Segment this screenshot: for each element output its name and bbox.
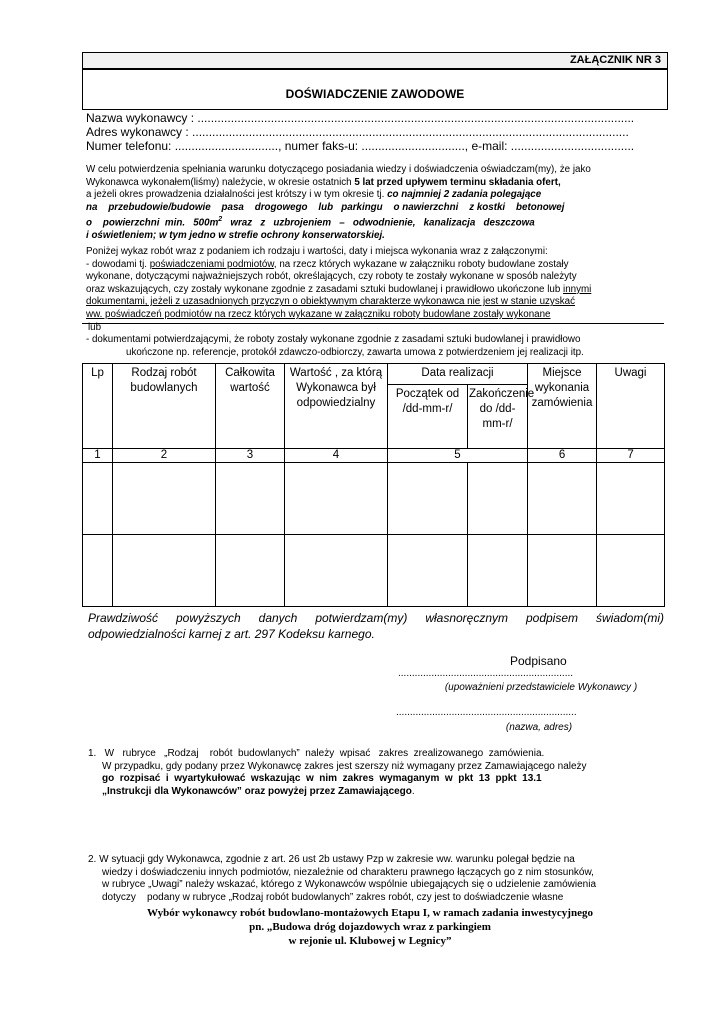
divider [82, 323, 664, 324]
table-cell[interactable] [388, 535, 468, 607]
intro-line: na przebudowie/budowie pasa drogowego lub parkingu o nawierzchni z kostki betonowej [86, 201, 565, 213]
evidence-line: lub [88, 321, 102, 333]
document-title: DOŚWIADCZENIE ZAWODOWE [285, 87, 465, 101]
note-line: „Instrukcji dla Wykonawców” oraz powyżej przez Zamawiającego. [102, 785, 415, 797]
table-row [83, 463, 665, 535]
footer-line: pn. „Budowa dróg dojazdowych wraz z parkingiem [249, 921, 491, 933]
col-end-header: Zakończenie do /dd-mm-r/ [468, 385, 528, 449]
contractor-address-field: Adres wykonawcy : ................................................................................................................................... [86, 125, 629, 139]
intro-line: i oświetleniem; w tym jedno w strefie ochrony konserwatorskiej. [86, 230, 385, 242]
table-cell[interactable] [597, 463, 665, 535]
evidence-line: - dowodami tj. poświadczeniami podmiotów, na rzecz których wykazane w załączniku roboty budowlane zostały [86, 258, 569, 270]
evidence-line: dokumentami, jeżeli z uzasadnionych przyczyn o obiektywnym charakterze wykonawca nie jest w stanie uzyskać [86, 296, 575, 308]
signed-label: Podpisano [510, 654, 567, 668]
header-box [82, 52, 668, 110]
table-cell[interactable] [83, 463, 113, 535]
footer-line: Wybór wykonawcy robót budowlano-montażowych Etapu I, w ramach zadania inwestycyjnego [147, 907, 593, 919]
table-cell[interactable] [113, 535, 216, 607]
table-cell[interactable] [597, 535, 665, 607]
table-cell[interactable] [528, 463, 597, 535]
table-cell[interactable] [285, 535, 388, 607]
table-cell[interactable] [285, 463, 388, 535]
evidence-line: ww. poświadczeń podmiotów na rzecz których wykazane w załączniku roboty budowlane zostały wykonane [86, 308, 551, 320]
col-place-header: Miejsce wykonania zamówienia [528, 364, 597, 449]
intro-line: Wykonawca wykonałem(liśmy) należycie, w okresie ostatnich 5 lat przed upływem terminu składania ofert, [86, 176, 561, 188]
note-line: 1. W rubryce „Rodzaj robót budowlanych” należy wpisać zakres zrealizowanego zamówienia. [88, 748, 545, 759]
evidence-line: oraz wskazujących, czy zostały wykonane zgodnie z zasadami sztuki budowlanej i prawidłowo ukończone lub innymi [86, 283, 592, 295]
col-start-header: Początek od /dd-mm-r/ [388, 385, 468, 449]
experience-table [82, 363, 665, 607]
footer [100, 906, 640, 948]
note-line: W przypadku, gdy podany przez Wykonawcę zakres jest szerszy niż wymagany przez Zamawiającego należy [102, 760, 587, 772]
liability-statement: Prawdziwość powyższych danych potwierdzam(my) własnoręcznym podpisem świadom(mi) odpowiedzialności karnej z art. 297 Kodeksu karnego. [88, 611, 664, 641]
signature-line: ............................................................... [398, 668, 574, 679]
evidence-paragraph [86, 246, 664, 359]
intro-paragraph [86, 164, 664, 243]
note-line: dotyczy podany w rubryce „Rodzaj robót budowlanych” zakres robót, czy jest to doświadczenie własne [102, 891, 564, 903]
footer-line: w rejonie ul. Klubowej w Legnicy” [288, 935, 452, 947]
column-number: 7 [597, 449, 665, 463]
table-cell[interactable] [113, 463, 216, 535]
note-line: w rubryce „Uwagi” należy wskazać, którego z Wykonawców wspólnie ubiegających się o udzielenie zamówienia [102, 879, 597, 891]
intro-line: W celu potwierdzenia spełniania warunku dotyczącego posiadania wiedzy i doświadczenia oświadczam(my), że jako [86, 164, 591, 175]
note-line: wiedzy i doświadczeniu innych podmiotów, niezależnie od charakteru prawnego łączących go z nim stosunków, [102, 866, 594, 878]
table-cell[interactable] [468, 463, 528, 535]
signature-caption: (upoważnieni przedstawiciele Wykonawcy ) [444, 682, 638, 693]
evidence-line: - dokumentami potwierdzającymi, że roboty zostały wykonane zgodnie z zasadami sztuki budowlanej i prawidłowo [86, 334, 581, 346]
col-total-header: Całkowita wartość [216, 364, 285, 449]
col-dates-header: Data realizacji [388, 364, 528, 385]
note-line: 2. W sytuacji gdy Wykonawca, zgodnie z art. 26 ust 2b ustawy Pzp w zakresie ww. warunku polegał będzie na [88, 854, 575, 865]
evidence-line: ukończone np. referencje, protokół zdawczo-odbiorczy, zawarta umowa z potwierdzeniem jej realizacji itp. [126, 346, 584, 358]
intro-line: o powierzchni min. $500m^2$ wraz z uzbrojeniem – odwodnienie, kanalizacja deszczowa [86, 216, 535, 229]
note-line: go rozpisać i wyartykułować wskazując w nim zakres wymaganym w pkt 13 ppkt 13.1 [102, 773, 542, 785]
column-number: 5 [388, 449, 528, 463]
table-cell[interactable] [83, 535, 113, 607]
annex-label: ZAŁĄCZNIK NR 3 [83, 53, 667, 70]
col-notes-header: Uwagi [597, 364, 665, 449]
col-value-header: Wartość , za którą Wykonawca był odpowiedzialny [285, 364, 388, 449]
intro-line: a jeżeli okres prowadzenia działalności jest krótszy i w tym okresie tj. co najmniej 2 zadania polegające [86, 189, 542, 201]
evidence-line: Poniżej wykaz robót wraz z podaniem ich rodzaju i wartości, daty i miejsca wykonania wraz z załączonymi: [86, 246, 548, 257]
column-number: 4 [285, 449, 388, 463]
table-row [83, 535, 665, 607]
table-cell[interactable] [216, 535, 285, 607]
table-cell[interactable] [468, 535, 528, 607]
contractor-name-field: Nazwa wykonawcy : ................................................................................................................................... [86, 111, 635, 125]
column-number-row [83, 449, 665, 463]
column-number: 1 [83, 449, 113, 463]
address-line: ................................................................. [396, 707, 577, 718]
contact-field: Numer telefonu: ..............................., numer faks-u: ..............................., e-mail: ..................................... [86, 139, 635, 153]
column-number: 2 [113, 449, 216, 463]
table-cell[interactable] [528, 535, 597, 607]
col-lp-header: Lp [83, 364, 113, 449]
column-number: 6 [528, 449, 597, 463]
col-type-header: Rodzaj robót budowlanych [113, 364, 216, 449]
table-cell[interactable] [216, 463, 285, 535]
note-2 [88, 854, 664, 904]
column-number: 3 [216, 449, 285, 463]
address-caption: (nazwa, adres) [505, 722, 573, 733]
table-cell[interactable] [388, 463, 468, 535]
evidence-line: wykonane, dotyczącymi najważniejszych robót, określających, czy roboty te zostały wykonane w sposób należyty [86, 271, 577, 283]
note-1 [88, 748, 664, 798]
